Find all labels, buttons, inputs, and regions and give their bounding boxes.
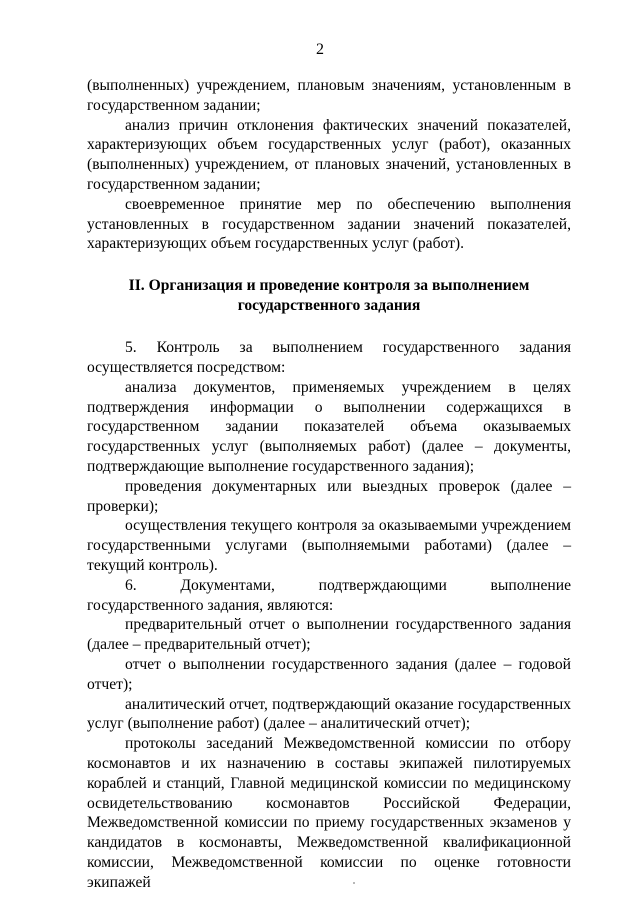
- section-heading: [87, 276, 571, 316]
- paragraph-analytical-report: аналитический отчет, подтверждающий оказание государственных услуг (выполнение работ) (далее – аналитический отчет);: [87, 695, 571, 733]
- paragraph-continuation: (выполненных) учреждением, плановым значениям, установленным в государственном задании;: [87, 77, 571, 114]
- paragraph-annual-report: отчет о выполнении государственного задания (далее – годовой отчет);: [87, 655, 571, 693]
- paragraph-document-analysis: анализа документов, применяемых учреждением в целях подтверждения информации о выполнении содержащихся в государственном задании показателей объема оказываемых государственных услуг (выполняемых работ) (далее – документы, подтверждающие выполнение государственного задания);: [87, 378, 571, 475]
- page-number: 2: [316, 41, 324, 58]
- section-heading-line-2: государственного задания: [237, 297, 421, 315]
- scan-artifact: [353, 882, 355, 884]
- paragraph-analysis-deviation: анализ причин отклонения фактических значений показателей, характеризующих объем государственных услуг (работ), оказанных (выполненных) учреждением, от плановых значений, установленных в государственном задании;: [87, 116, 571, 193]
- paragraph-inspections: проведения документарных или выездных проверок (далее – проверки);: [87, 477, 571, 515]
- document-body: [87, 76, 571, 892]
- paragraph-commission-protocols: протоколы заседаний Межведомственной комиссии по отбору космонавтов и их назначению в составы экипажей пилотируемых кораблей и станций, Главной медицинской комиссии по медицинскому освидетельствованию космонавтов Российской Федерации, Межведомственной комиссии по приему государственных экзаменов у кандидатов в космонавты, Межведомственной квалификационной комиссии, Межведомственной комиссии по оценке готовности экипажей: [87, 735, 571, 891]
- paragraph-preliminary-report: предварительный отчет о выполнении государственного задания (далее – предварительный отчет);: [87, 616, 571, 654]
- paragraph-item-5: 5. Контроль за выполнением государственного задания осуществляется посредством:: [87, 339, 571, 376]
- section-heading-line-1: II. Организация и проведение контроля за выполнением: [128, 277, 530, 295]
- paragraph-current-control: осуществления текущего контроля за оказываемыми учреждением государственными услугами (выполняемыми работами) (далее – текущий контроль).: [87, 517, 571, 574]
- paragraph-item-6: 6. Документами, подтверждающими выполнение государственного задания, являются:: [87, 576, 571, 614]
- paragraph-timely-measures: своевременное принятие мер по обеспечению выполнения установленных в государственном задании значений показателей, характеризующих объем государственных услуг (работ).: [87, 195, 571, 253]
